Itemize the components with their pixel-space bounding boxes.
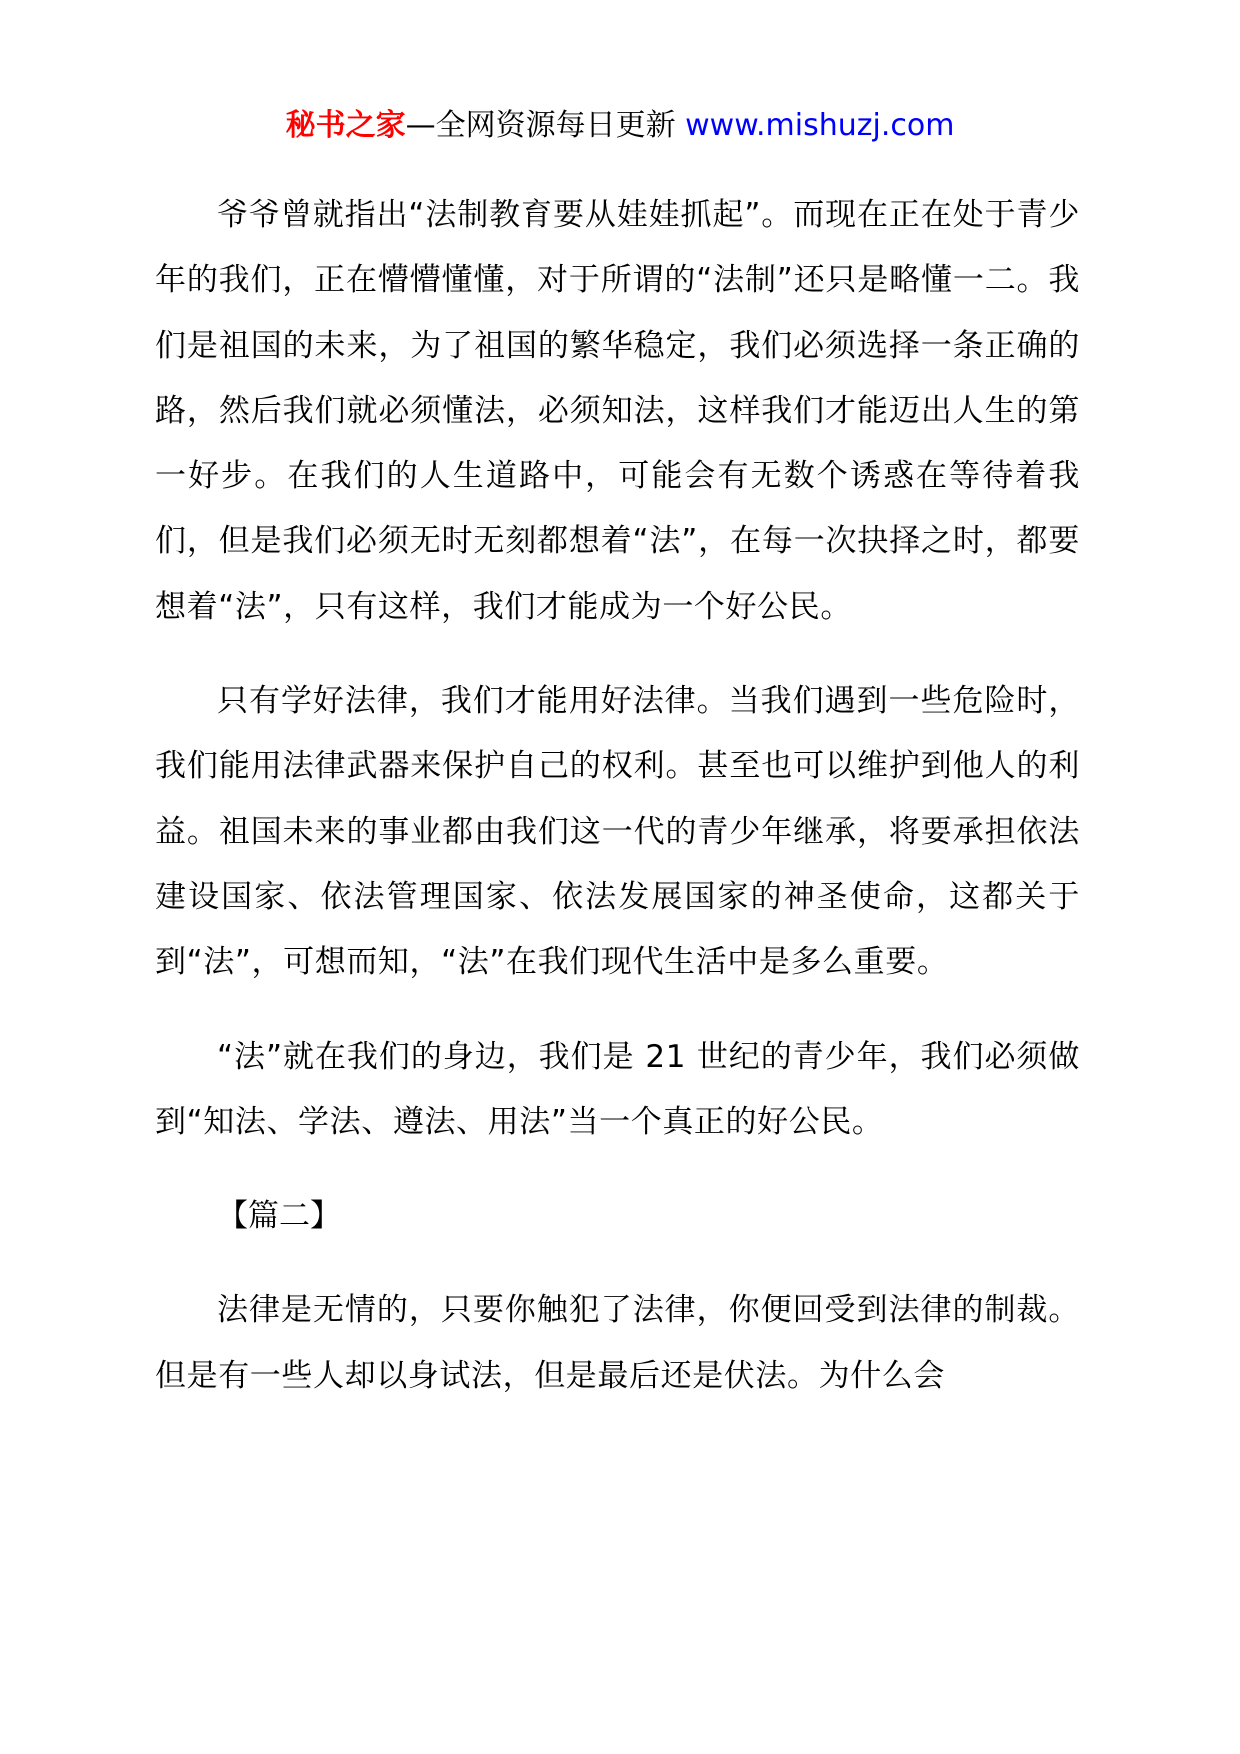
page-header (0, 104, 1240, 148)
paragraph-3: “法”就在我们的身边，我们是 21 世纪的青少年，我们必须做到“知法、学法、遵法、用法”当一个真正的好公民。 (155, 1038, 1080, 1140)
document-body (155, 183, 1080, 1409)
header-url-link[interactable]: www.mishuzj.com (685, 108, 955, 143)
paragraph-4: 法律是无情的，只要你触犯了法律，你便回受到法律的制裁。但是有一些人却以身试法，但是最后还是伏法。为什么会 (155, 1292, 1080, 1394)
paragraph-1: 爷爷曾就指出“法制教育要从娃娃抓起”。而现在正在处于青少年的我们，正在懵懵懂懂，对于所谓的“法制”还只是略懂一二。我们是祖国的未来，为了祖国的繁华稳定，我们必须选择一条正确的路，然后我们就必须懂法，必须知法，这样我们才能迈出人生的第一好步。在我们的人生道路中，可能会有无数个诱惑在等待着我们，但是我们必须无时无刻都想着“法”，在每一次抉择之时，都要想着“法”，只有这样，我们才能成为一个好公民。 (155, 197, 1080, 625)
header-brand: 秘书之家 (285, 108, 406, 143)
header-slogan: —全网资源每日更新 (405, 108, 686, 143)
paragraph-2: 只有学好法律，我们才能用好法律。当我们遇到一些危险时，我们能用法律武器来保护自己的权利。甚至也可以维护到他人的利益。祖国未来的事业都由我们这一代的青少年继承，将要承担依法建设国家、依法管理国家、依法发展国家的神圣使命，这都关于到“法”，可想而知，“法”在我们现代生活中是多么重要。 (155, 683, 1080, 981)
section-heading: 【篇二】 (217, 1198, 341, 1235)
